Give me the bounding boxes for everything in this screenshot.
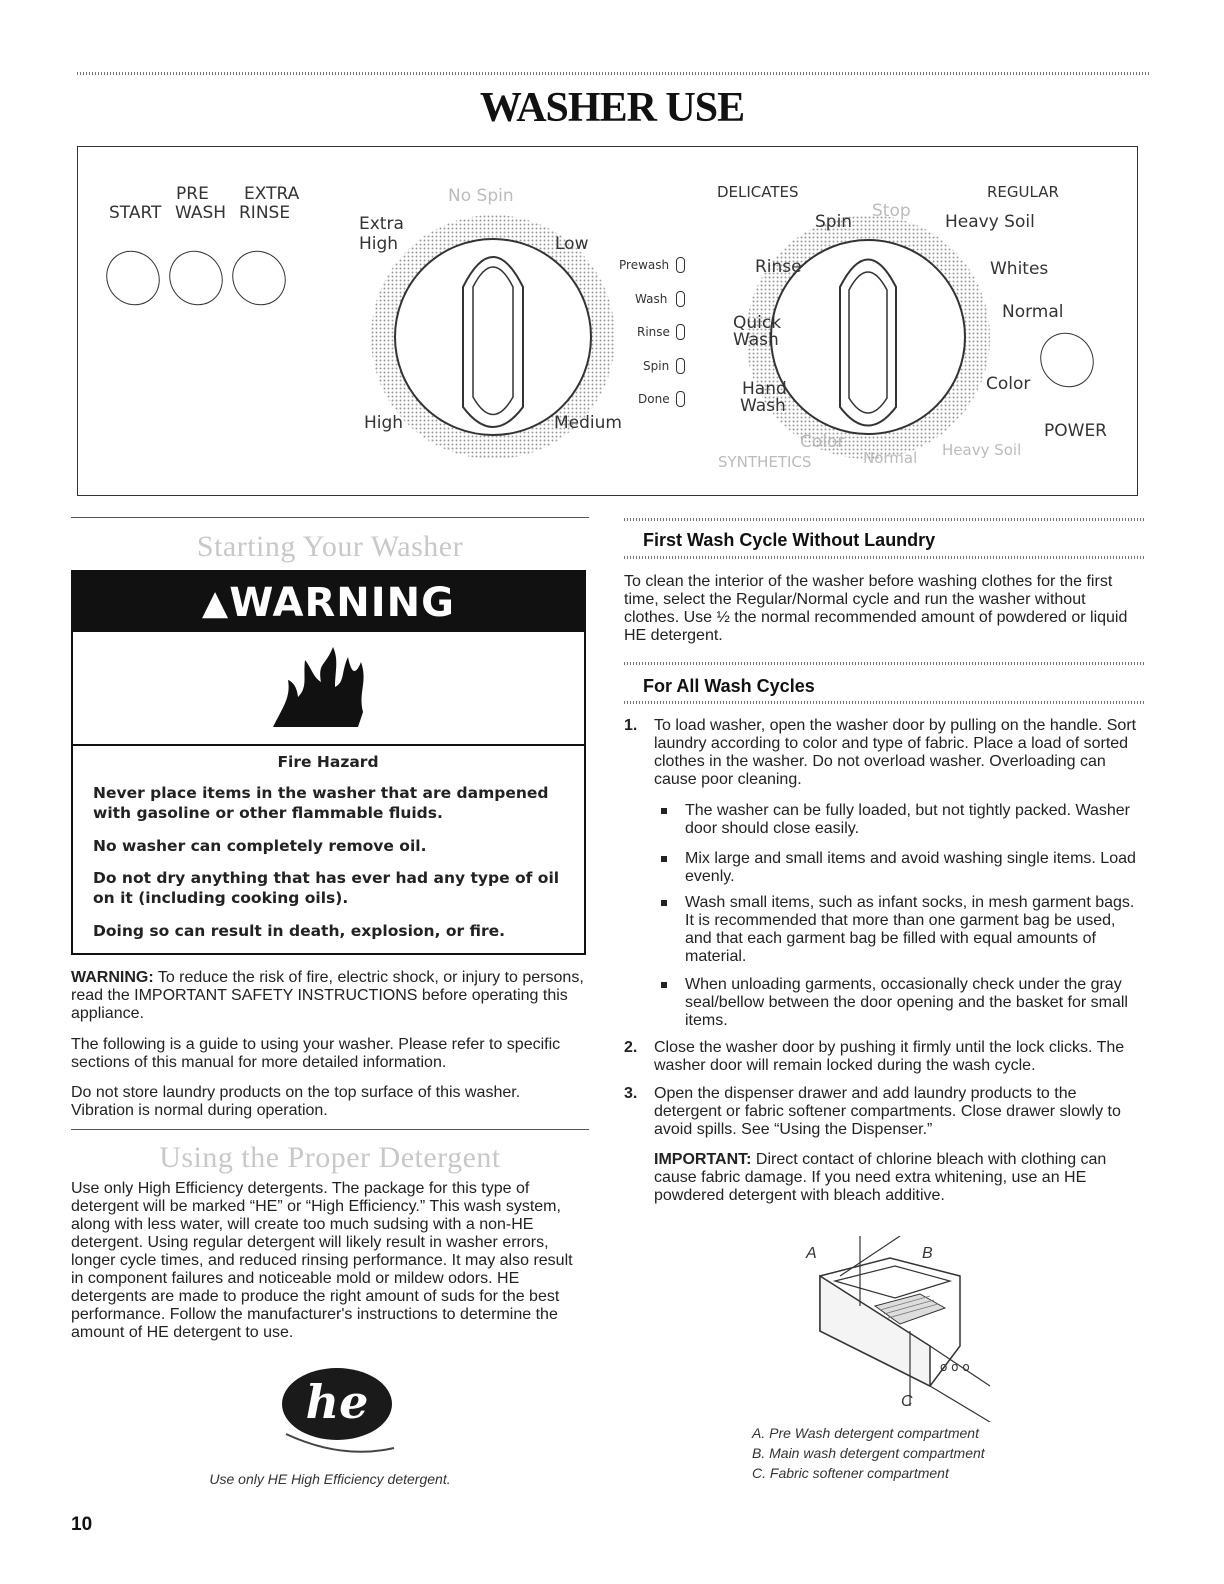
warning-triangle-icon: ▲ [202, 583, 230, 623]
status-prewash-lamp [676, 257, 685, 273]
no-spin-label: No Spin [448, 186, 514, 206]
he-logo-swoosh [282, 1430, 398, 1460]
status-spin: Spin [643, 359, 670, 373]
whites-label: Whites [990, 259, 1049, 279]
bullet-1-text: The washer can be fully loaded, but not tightly packed. Washer door should close easily. [685, 802, 1130, 837]
low-label: Low [555, 234, 589, 254]
status-rinse: Rinse [637, 325, 670, 339]
all-cycles-rule-top [624, 662, 1144, 665]
caption-a: A. Pre Wash detergent compartment [752, 1425, 979, 1441]
page-number: 10 [71, 1514, 93, 1535]
synthetics-label: SYNTHETICS [718, 453, 812, 471]
syn-color-label: Color [800, 432, 845, 452]
detergent-section-rule [71, 1129, 589, 1130]
start-button[interactable] [95, 240, 170, 316]
quick-label: Quick [733, 313, 782, 333]
warning-lead: WARNING: [71, 969, 154, 986]
step-1-text: To load washer, open the washer door by pulling on the handle. Sort laundry according to color and type of fabric. Place a load of sorted clothes in the washer. Do not overload washer. Overloading can cause poor cleaning. [654, 717, 1137, 788]
cycle-spin-label: Spin [815, 212, 853, 232]
hand-wash-label: Wash [740, 396, 786, 416]
warning-text: To reduce the risk of fire, electric shock, or injury to persons, read the IMPORTANT SAFETY INSTRUCTIONS before operating this appliance. [71, 969, 584, 1022]
left-section-rule [71, 517, 589, 518]
syn-normal-label: Normal [863, 449, 918, 467]
pre-wash-button[interactable] [158, 240, 233, 316]
status-wash-lamp [676, 291, 685, 307]
step-2-number: 2. [624, 1039, 638, 1056]
cycle-rinse-label: Rinse [755, 257, 802, 277]
first-wash-rule-bottom [624, 556, 1144, 559]
caption-c: C. Fabric softener compartment [752, 1465, 949, 1481]
warning-paragraph [71, 969, 586, 1023]
fire-icon [263, 642, 373, 732]
he-caption: Use only HE High Efficiency detergent. [209, 1471, 451, 1487]
step-3-text: Open the dispenser drawer and add laundry products to the detergent or fabric softener compartments. Close drawer slowly to avoid spills. See “Using the Dispenser.” [654, 1085, 1121, 1138]
all-cycles-rule-bottom [624, 701, 1144, 704]
fire-hazard-label: Fire Hazard [277, 753, 379, 771]
caption-b: B. Main wash detergent compartment [752, 1445, 985, 1461]
step-2-text: Close the washer door by pushing it firmly until the lock clicks. The washer door will remain locked during the wash cycle. [654, 1039, 1125, 1074]
extra-label: EXTRA [244, 184, 300, 204]
bullet-1-marker [661, 808, 667, 814]
delicates-label: DELICATES [717, 183, 799, 201]
extra-rinse-button[interactable] [221, 240, 296, 316]
status-spin-lamp [676, 358, 685, 374]
pre-label: PRE [176, 184, 209, 204]
status-wash: Wash [635, 292, 668, 306]
quick-wash-label: Wash [733, 330, 779, 350]
warning-header [73, 572, 584, 632]
high-label: High [364, 413, 404, 433]
extra-spin-label: Extra [359, 214, 404, 234]
step-3-number: 3. [624, 1085, 638, 1102]
status-prewash: Prewash [619, 258, 670, 272]
bullet-2-marker [661, 856, 667, 862]
he-logo-text: he [305, 1375, 369, 1429]
storage-paragraph: Do not store laundry products on the top surface of this washer. Vibration is normal during operation. [71, 1084, 521, 1119]
warning-line-1: Never place items in the washer that are dampened with gasoline or other flammable fluids. [93, 784, 549, 822]
status-rinse-lamp [676, 324, 685, 340]
bullet-2-text: Mix large and small items and avoid washing single items. Load evenly. [685, 850, 1136, 885]
bullet-4-marker [661, 982, 667, 988]
detergent-section-title: Using the Proper Detergent [159, 1141, 501, 1174]
bullet-3-text: Wash small items, such as infant socks, in mesh garment bags. It is recommended that more than one garment bag be used, and that each garment bag be filled with equal amounts of material. [685, 894, 1135, 965]
bullet-4-text: When unloading garments, occasionally check under the gray seal/bellow between the door opening and the basket for small items. [685, 976, 1128, 1029]
important-text: Direct contact of chlorine bleach with clothing can cause fabric damage. If you need extra whitening, use an HE powdered detergent with bleach additive. [654, 1151, 1107, 1204]
bullet-3-marker [661, 900, 667, 906]
power-label: POWER [1044, 421, 1107, 441]
he-logo [282, 1368, 398, 1460]
color-label: Color [986, 374, 1031, 394]
hand-label: Hand [742, 379, 787, 399]
medium-label: Medium [554, 413, 622, 433]
all-cycles-heading: For All Wash Cycles [643, 676, 815, 696]
starting-section-title: Starting Your Washer [196, 530, 464, 563]
heavy-soil-label: Heavy Soil [945, 212, 1035, 232]
first-wash-heading: First Wash Cycle Without Laundry [643, 530, 936, 550]
label-c: C [901, 1393, 913, 1410]
important-lead: IMPORTANT: [654, 1151, 752, 1168]
normal-label: Normal [1002, 302, 1064, 322]
detergent-paragraph: Use only High Efficiency detergents. The package for this type of detergent will be marked “HE” or “High Efficiency.” This wash system, along with less water, will create too much sudsing with a non-HE detergent. Using regular detergent will likely result in washer errors, longer cycle times, and reduced rinsing performance. It may also result in component failures and noticeable mold or mildew odors. HE detergents are made to produce the right amount of suds for the best performance. Follow the manufacturer's instructions to determine the amount of HE detergent to use. [71, 1180, 573, 1341]
top-rule [77, 72, 1149, 75]
control-panel [77, 146, 1138, 496]
warning-separator [73, 744, 584, 746]
warning-label: WARNING [229, 580, 455, 626]
regular-label: REGULAR [987, 183, 1059, 201]
page-title: WASHER USE [479, 85, 745, 131]
cycle-stop-label: Stop [872, 201, 911, 221]
guide-paragraph: The following is a guide to using your washer. Please refer to specific sections of this manual for more detailed information. [71, 1036, 561, 1071]
start-label: START [109, 203, 162, 223]
first-wash-paragraph: To clean the interior of the washer before washing clothes for the first time, select the Regular/Normal cycle and run the washer without clothes. Use ½ the normal recommended amount of powdered or liquid HE detergent. [624, 573, 1128, 644]
label-a: A [806, 1245, 817, 1262]
status-done-lamp [676, 391, 685, 407]
svg-text:o o o: o o o [940, 1360, 970, 1374]
wash-label: WASH [175, 203, 227, 223]
warning-line-4: Doing so can result in death, explosion, or fire. [93, 922, 506, 940]
warning-line-2: No washer can completely remove oil. [93, 837, 427, 855]
power-button[interactable] [1029, 322, 1104, 398]
step-1-number: 1. [624, 717, 638, 734]
warning-line-3: Do not dry anything that has ever had any type of oil on it (including cooking oils). [93, 869, 560, 907]
label-b: B [922, 1245, 933, 1262]
important-paragraph [654, 1151, 1142, 1205]
first-wash-rule-top [624, 518, 1144, 521]
high-top-label: High [359, 234, 399, 254]
warning-box [71, 570, 586, 955]
status-done: Done [638, 392, 670, 406]
rinse-label: RINSE [239, 203, 291, 223]
syn-heavy-soil-label: Heavy Soil [942, 441, 1022, 459]
